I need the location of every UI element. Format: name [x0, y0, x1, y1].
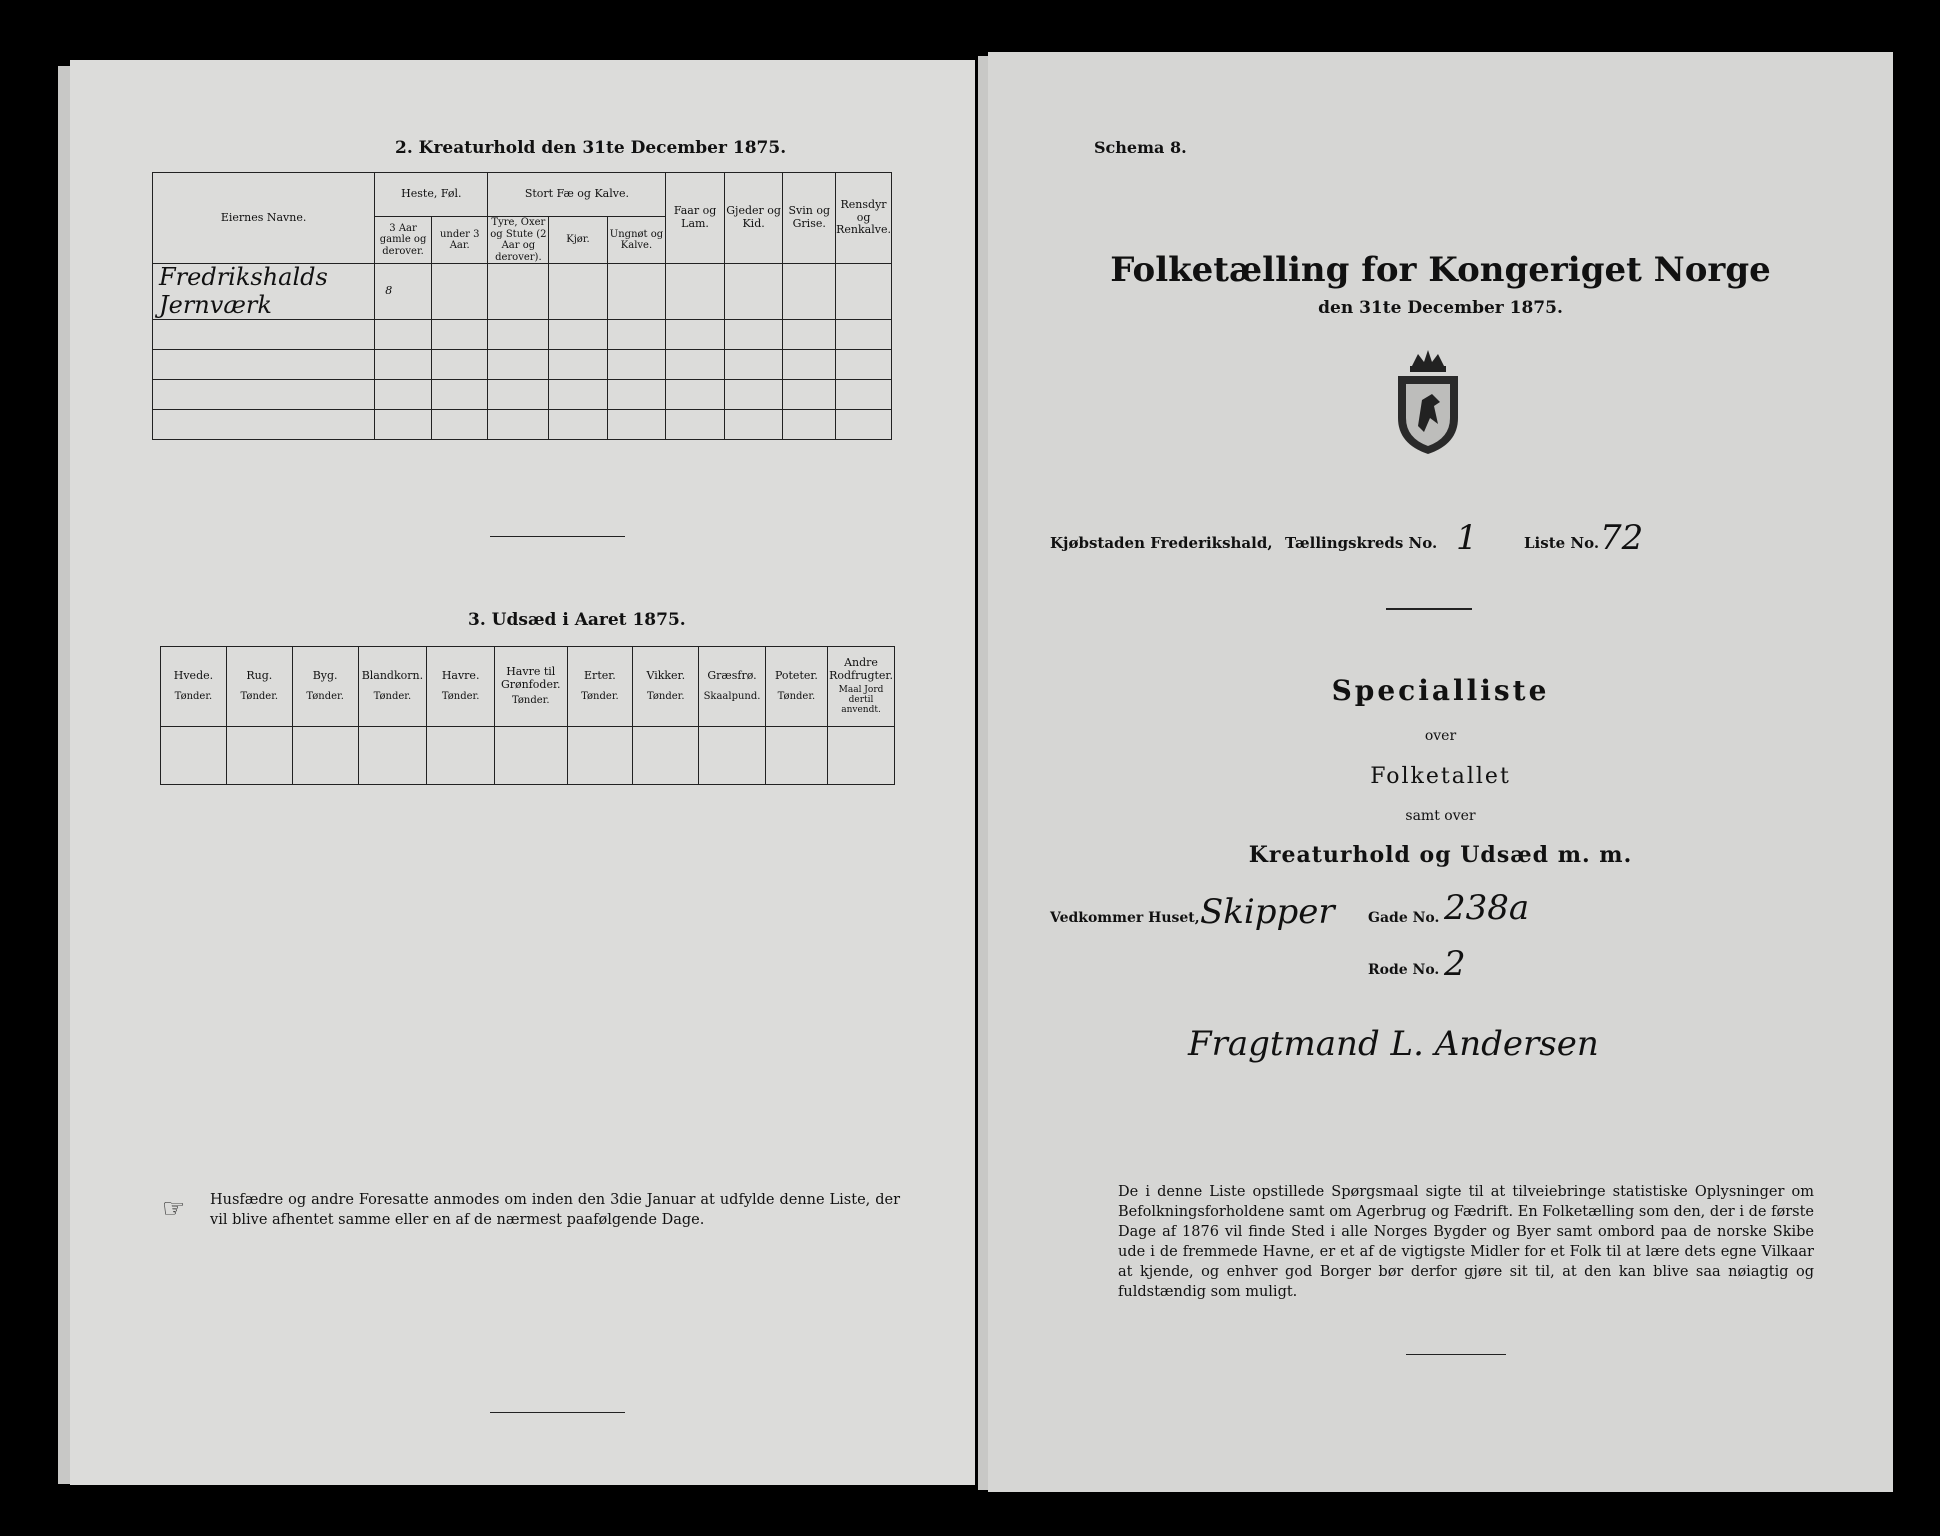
vedkommer-label: Vedkommer Huset,: [1050, 910, 1200, 926]
pointing-hand-icon: ☞: [162, 1194, 186, 1224]
stort-sub3-header: Ungnøt og Kalve.: [607, 217, 666, 264]
census-date: den 31te December 1875.: [1318, 298, 1563, 318]
table-row: [161, 727, 895, 785]
section2-title: 2. Kreaturhold den 31te December 1875.: [395, 138, 787, 158]
table-row: [153, 410, 892, 440]
right-page: [988, 52, 1893, 1492]
rode-number: 2: [1444, 944, 1466, 984]
over-text-1: over: [1424, 728, 1457, 744]
header-erter: Erter.: [584, 669, 616, 683]
gade-value: Skipper: [1200, 892, 1335, 932]
header-blandkorn: Blandkorn.: [361, 669, 424, 683]
svin-header: Svin og Grise.: [783, 173, 836, 264]
col-owner-header: Eiernes Navne.: [153, 173, 375, 264]
table-row: [153, 350, 892, 380]
notice-text: Husfædre og andre Foresatte anmodes om inden den 3die Januar at udfylde denne Liste, der vil blive afhentet samme eller en af de nærmest paafølgende Dage.: [210, 1192, 900, 1228]
folketallet-text: Folketallet: [1370, 764, 1511, 789]
table-row: [153, 320, 892, 350]
table-row: [153, 264, 892, 320]
left-page: [70, 60, 975, 1485]
divider: [1386, 608, 1472, 610]
rode-label: Rode No.: [1368, 962, 1440, 978]
rensdyr-header: Rensdyr og Renkalve.: [836, 173, 892, 264]
gjeder-header: Gjeder og Kid.: [724, 173, 783, 264]
kreaturhold-text: Kreaturhold og Udsæd m. m.: [1248, 842, 1633, 868]
owner-name-cell: Fredrikshalds Jernværk: [153, 264, 375, 320]
divider: [490, 536, 625, 537]
liste-label: Liste No.: [1524, 534, 1600, 552]
header-poteter: Poteter.: [774, 669, 818, 683]
header-graesfro: Græsfrø.: [707, 669, 757, 683]
seed-table: Hvede. Tønder. Rug. Tønder. Byg. Tønder. Blandkorn. Tønder. Havre. Tønder. Havre til Grønfoder. Tønder. Erter. Tønder. Vikker. Tønder. Græsfrø. Skaalpund. Poteter. Tønder. Andre Rodfrugter. Maal Jord dertil anvendt.: [160, 646, 895, 785]
heste-sub1-header: 3 Aar gamle og derover.: [375, 217, 432, 264]
header-havre: Havre.: [441, 669, 480, 683]
kjobstad-label: Kjøbstaden Frederikshald,: [1050, 534, 1273, 552]
header-havre-gronfoder: Havre til Grønfoder.: [500, 665, 561, 691]
divider: [1406, 1354, 1506, 1355]
header-rug: Rug.: [246, 669, 273, 683]
faar-header: Faar og Lam.: [666, 173, 724, 264]
table-row: [153, 380, 892, 410]
main-title: Folketælling for Kongeriget Norge: [1110, 250, 1771, 290]
coat-of-arms-icon: [1388, 348, 1468, 456]
heste-group-header: Heste, Føl.: [375, 173, 488, 217]
signature: Fragtmand L. Andersen: [1188, 1024, 1599, 1064]
gade-number: 238a: [1444, 888, 1530, 928]
header-vikker: Vikker.: [646, 669, 686, 683]
kreds-value: 1: [1456, 518, 1478, 558]
header-byg: Byg.: [312, 669, 338, 683]
header-andre: Andre Rodfrugter.: [829, 656, 893, 682]
heste-value-cell: 8: [375, 264, 432, 320]
samt-over-text: samt over: [1405, 808, 1476, 824]
divider: [490, 1412, 625, 1413]
gade-label: Gade No.: [1368, 910, 1440, 926]
livestock-table: [152, 172, 892, 440]
heste-sub2-header: under 3 Aar.: [431, 217, 488, 264]
kreds-label: Tællingskreds No.: [1285, 534, 1438, 552]
specialliste-title: Specialliste: [1331, 674, 1550, 707]
liste-value: 72: [1600, 518, 1644, 558]
header-hvede: Hvede.: [173, 669, 214, 683]
section3-title: 3. Udsæd i Aaret 1875.: [468, 610, 686, 630]
explanation-paragraph: De i denne Liste opstillede Spørgsmaal sigte til at tilveiebringe statistiske Oplysninger om Befolkningsforholdene samt om Agerbrug og Fædrift. En Folketælling som den, der i de første Dage af 1876 vil finde Sted i alle Norges Bygder og Byer samt ombord paa de norske Skibe ude i de fremmede Havne, er et af de vigtigste Midler for et Folk til at lære dets egne Vilkaar at kjende, og enhver god Borger bør derfor gjøre sit til, at den kan blive saa nøiagtig og fuldstændig som muligt.: [1118, 1184, 1814, 1300]
stort-sub1-header: Tyre, Oxer og Stute (2 Aar og derover).: [488, 217, 549, 264]
schema-label: Schema 8.: [1094, 138, 1187, 157]
stort-sub2-header: Kjør.: [549, 217, 607, 264]
stort-group-header: Stort Fæ og Kalve.: [488, 173, 666, 217]
